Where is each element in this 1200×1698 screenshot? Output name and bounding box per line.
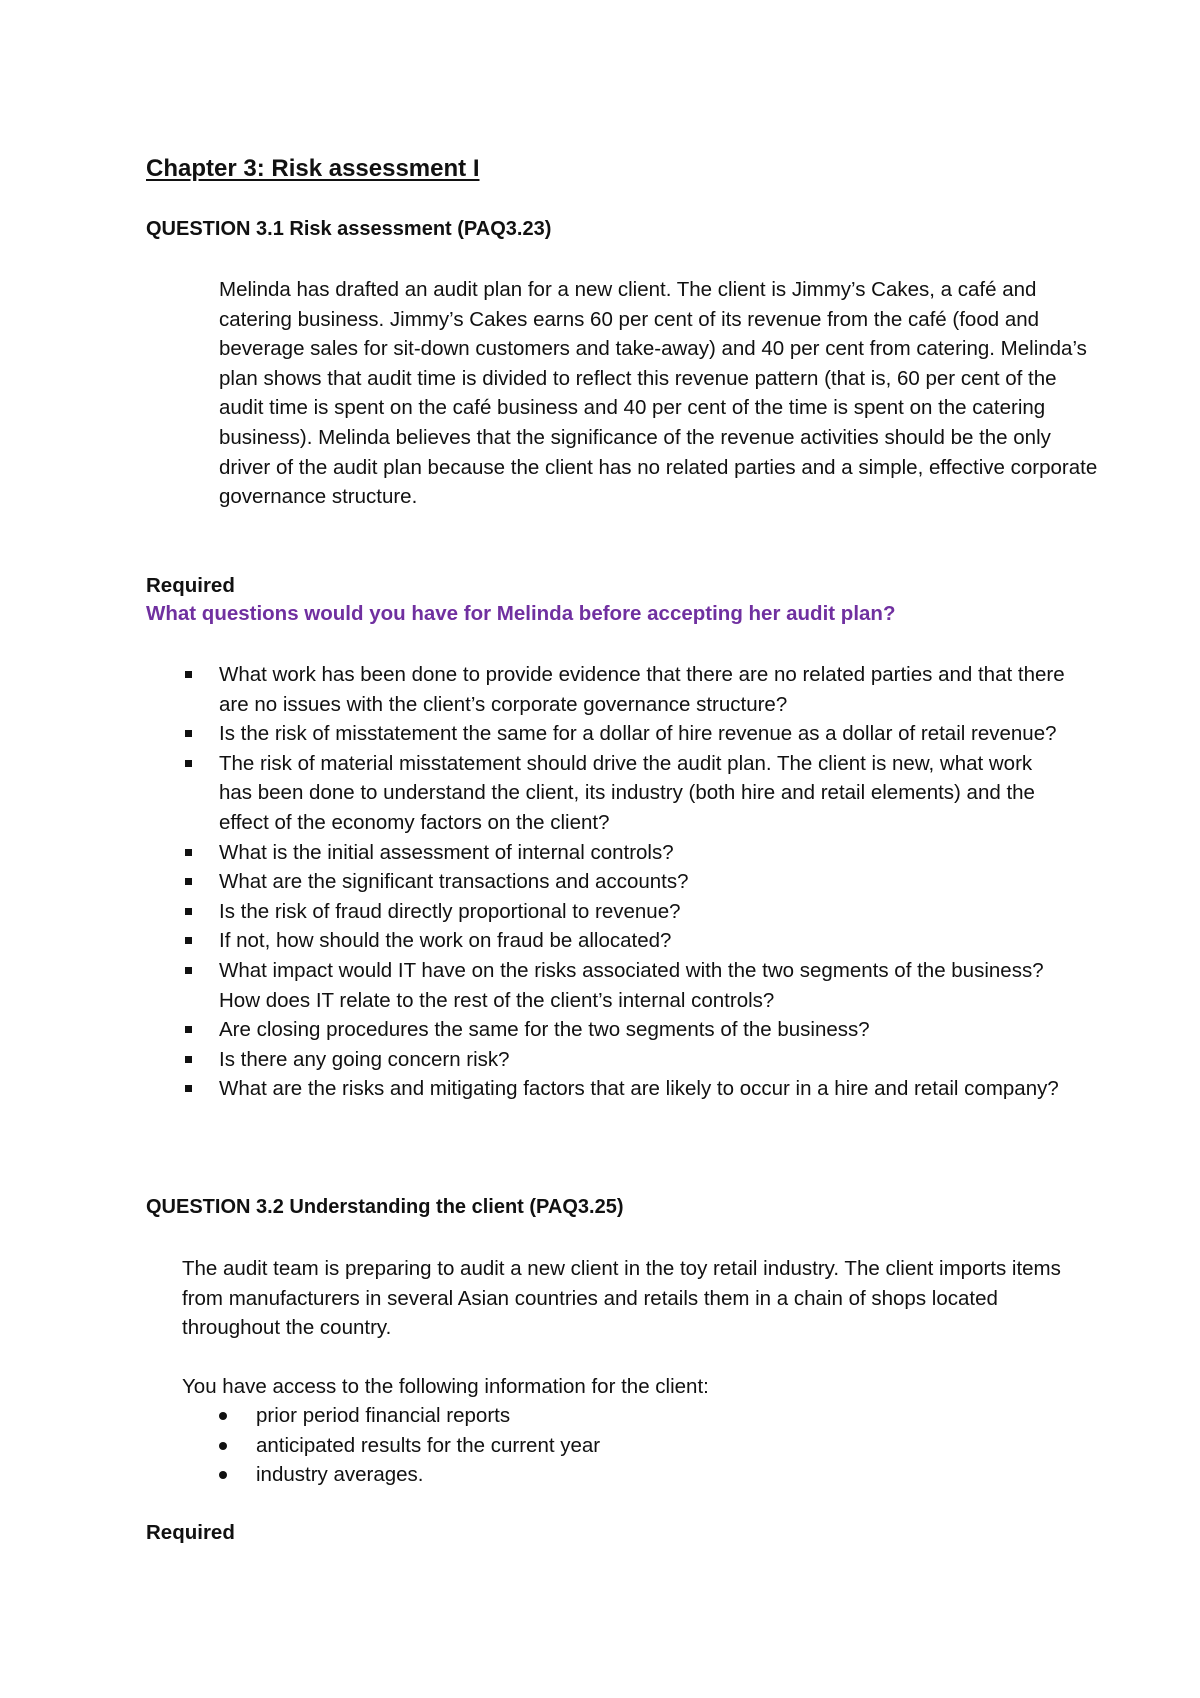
list-item [0,897,1069,927]
question-3-2-info-list [0,1401,900,1490]
list-item-text: If not, how should the work on fraud be allocated? [219,929,672,953]
square-bullet-icon [185,937,192,944]
round-bullet-icon [219,1471,227,1479]
list-item [0,1045,1069,1075]
square-bullet-icon [185,849,192,856]
list-item-text: Are closing procedures the same for the two segments of the business? [219,1018,870,1042]
question-3-1-required-label: Required [146,574,235,597]
question-3-1-prompt: What questions would you have for Melinda before accepting her audit plan? [146,602,896,625]
list-item [0,838,1069,868]
list-item [0,1074,1069,1104]
list-item [0,749,1069,838]
list-item-text: What impact would IT have on the risks associated with the two segments of the business? How does IT relate to the rest of the client’s internal controls? [219,958,1044,1012]
round-bullet-icon [219,1442,227,1450]
question-3-2-required-label: Required [146,1521,235,1544]
question-3-2-scenario: The audit team is preparing to audit a new client in the toy retail industry. The client imports items from manufacturers in several Asian countries and retails them in a chain of shops located throughout the country. [182,1257,1061,1340]
list-item [0,867,1069,897]
list-item [0,1431,900,1461]
question-3-1-answer-list [0,660,1100,1104]
list-item-text: industry averages. [256,1463,424,1487]
list-item [0,719,1069,749]
square-bullet-icon [185,671,192,678]
list-item-text: What is the initial assessment of internal controls? [219,840,674,864]
list-item [0,1401,900,1431]
square-bullet-icon [185,1026,192,1033]
list-item-text: What are the risks and mitigating factors that are likely to occur in a hire and retail company? [219,1077,1059,1101]
list-item [0,1460,900,1490]
list-item [0,660,1069,719]
question-3-1-heading: QUESTION 3.1 Risk assessment (PAQ3.23) [146,218,552,240]
list-item-text: The risk of material misstatement should drive the audit plan. The client is new, what work has been done to understand the client, its industry (both hire and retail elements) and the effect of the economy factors on the client? [219,751,1035,834]
list-item [0,956,1069,1015]
list-item-text: prior period financial reports [256,1404,511,1427]
list-item-text: Is the risk of misstatement the same for a dollar of hire revenue as a dollar of retail revenue? [219,722,1057,746]
square-bullet-icon [185,760,192,767]
list-item-text: What work has been done to provide evidence that there are no related parties and that there are no issues with the client’s corporate governance structure? [219,663,1065,716]
square-bullet-icon [185,1056,192,1063]
round-bullet-icon [219,1412,227,1420]
list-item-text: Is the risk of fraud directly proportional to revenue? [219,899,681,923]
square-bullet-icon [185,908,192,915]
list-item [0,926,1069,956]
list-item-text: anticipated results for the current year [256,1433,601,1457]
list-item [0,1015,1069,1045]
question-3-2-access-intro: You have access to the following information for the client: [182,1375,709,1398]
square-bullet-icon [185,1085,192,1092]
square-bullet-icon [185,878,192,885]
list-item-text: Is there any going concern risk? [219,1047,510,1071]
question-3-1-scenario: Melinda has drafted an audit plan for a new client. The client is Jimmy’s Cakes, a café and catering business. Jimmy’s Cakes earns 60 per cent of its revenue from the café (food and beverage sales for sit-down customers and take-away) and 40 per cent from catering. Melinda’s plan shows that audit time is divided to reflect this revenue pattern (that is, 60 per cent of the audit time is spent on the café business and 40 per cent of the time is spent on the catering business). Melinda believes that the significance of the revenue activities should be the only driver of the audit plan because the client has no related parties and a simple, effective corporate governance structure. [219,278,1098,509]
square-bullet-icon [185,967,192,974]
list-item-text: What are the significant transactions and accounts? [219,870,689,894]
question-3-2-heading: QUESTION 3.2 Understanding the client (PAQ3.25) [146,1196,624,1218]
square-bullet-icon [185,730,192,737]
chapter-title: Chapter 3: Risk assessment I [146,155,480,182]
